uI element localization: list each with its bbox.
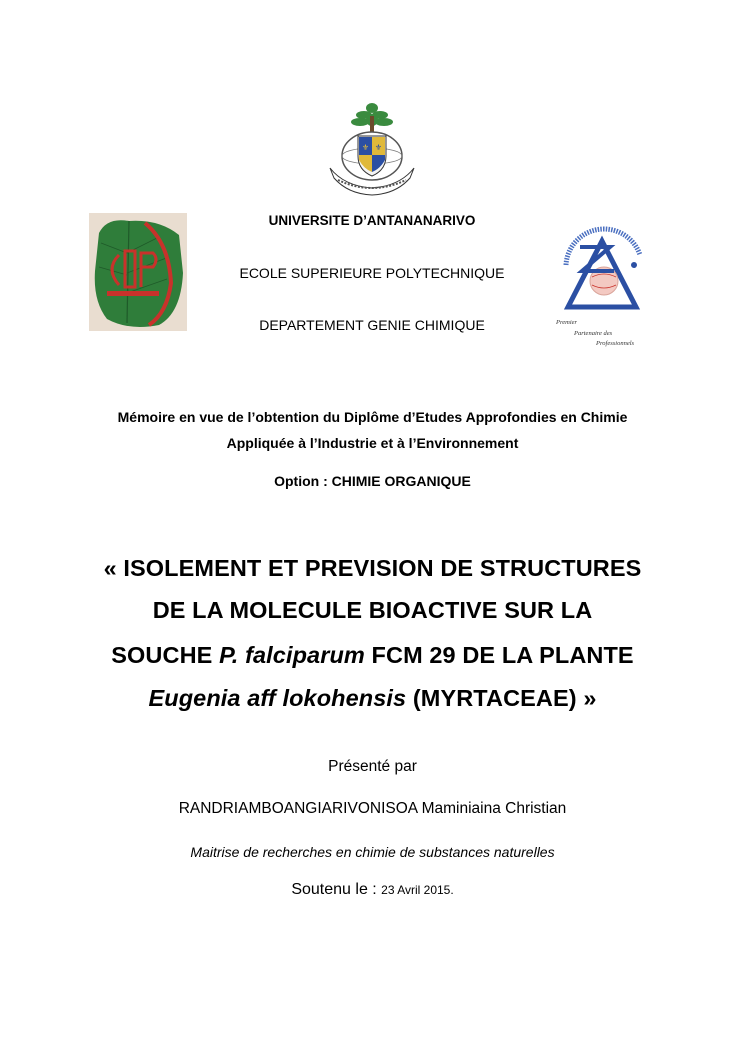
motto-line-3: Professionnels	[596, 340, 635, 347]
defense-date-line	[0, 881, 745, 899]
school-name: ECOLE SUPERIEURE POLYTECHNIQUE	[239, 265, 505, 281]
motto-line-1: Premier	[556, 319, 578, 326]
title-line-1: « ISOLEMENT ET PREVISION DE STRUCTURES	[103, 555, 642, 581]
department-name: DEPARTEMENT GENIE CHIMIQUE	[259, 317, 485, 333]
title-line-3	[0, 642, 745, 669]
defended-label: Soutenu le :	[291, 881, 382, 898]
title-line-4	[0, 685, 745, 712]
leaf-logo-icon	[89, 213, 187, 331]
defense-date: 23 Avril 2015.	[381, 883, 454, 897]
presented-by-label: Présenté par	[328, 758, 417, 775]
author-degree: Maitrise de recherches en chimie de substances naturelles	[190, 844, 555, 860]
memoire-line-1: Mémoire en vue de l’obtention du Diplôme d’Etudes Approfondies en Chimie	[117, 409, 628, 425]
author-name: RANDRIAMBOANGIARIVONISOA Maminiaina Christian	[178, 800, 567, 817]
university-seal-icon	[322, 98, 422, 198]
svg-text:⚜: ⚜	[361, 143, 370, 152]
svg-text:⚜: ⚜	[374, 143, 383, 152]
motto-line-2: Partenaire des	[574, 330, 613, 337]
triangle-logo-icon	[552, 215, 652, 350]
title-line-3-pre: SOUCHE	[111, 642, 220, 668]
option-line: Option : CHIMIE ORGANIQUE	[274, 473, 471, 489]
memoire-line-2: Appliquée à l’Industrie et à l’Environnement	[226, 435, 519, 451]
title-line-2: DE LA MOLECULE BIOACTIVE SUR LA	[152, 597, 593, 623]
title-line-3-post: FCM 29 DE LA PLANTE	[364, 642, 634, 668]
title-plant-name: Eugenia aff lokohensis	[148, 685, 407, 711]
title-species-name: P. falciparum	[219, 642, 365, 668]
title-line-4-post: (MYRTACEAE) »	[406, 685, 597, 711]
university-name: UNIVERSITE D’ANTANANARIVO	[268, 213, 476, 228]
